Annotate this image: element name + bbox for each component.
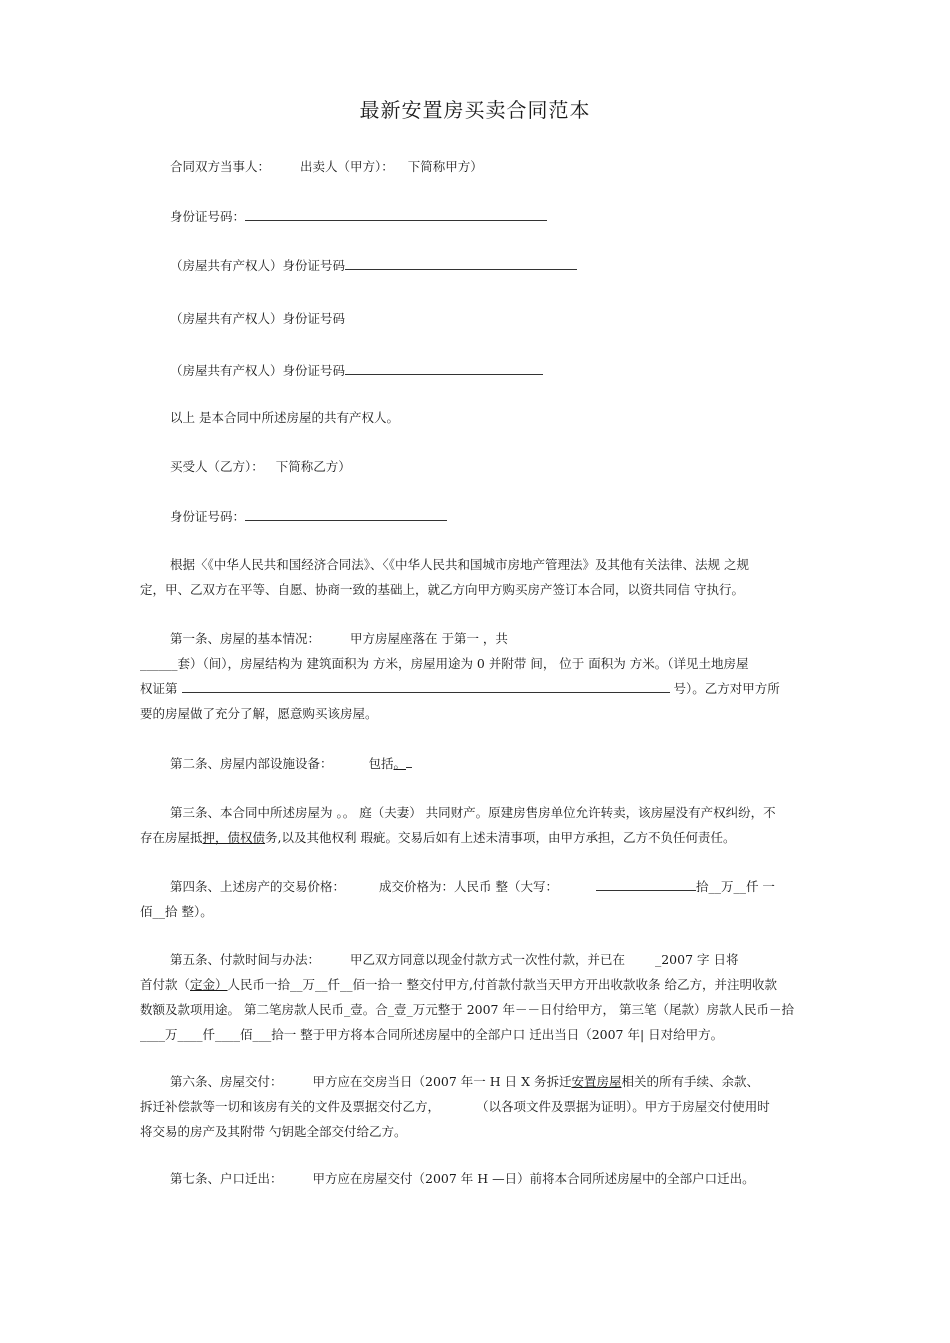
article-4-label: 第四条、上述房产的交易价格： [170,879,346,894]
article-5-line-3: 数额及款项用途。 第二笔房款人民币_壹。合_壹_万元整于 2007 年－－日付给甲方， 第三笔（尾款）房款人民币－拾 [140,1002,794,1017]
article-4-price: 成交价格为：人民币 整（大写： [378,879,558,894]
co-owner-blank-3 [345,360,543,375]
article-2-label: 第二条、房屋内部设施设备： [170,756,333,771]
buyer-id-blank [245,506,447,521]
article-1-count-blank: ______ [140,656,178,671]
article-1-cert-tail: 号）。乙方对甲方所 [673,681,780,696]
article-1-label: 第一条、房屋的基本情况： [170,631,321,646]
article-2-tail: 。 [393,756,407,771]
article-1-line-4: 要的房屋做了充分了解，愿意购买该房屋。 [140,706,378,721]
buyer-label: 买受人（乙方）： [170,459,264,474]
article-1-location: 甲方房屋座落在 于第一 ，共 [349,631,508,646]
seller-id-line [170,206,547,227]
co-owner-line-1 [170,255,577,276]
article-5-line-4: ____万____仟____佰___拾一 整于甲方将本合同所述房屋中的全部户口 迁出当日（2007 年| 日对给甲方。 [140,1027,724,1042]
seller-label: 出卖人（甲方）： [299,159,394,174]
co-owner-line-2 [170,309,345,329]
co-owner-note: 以上 是本合同中所述房屋的共有产权人。 [170,410,399,425]
article-2-blank [406,753,412,768]
article-5-method: 甲乙双方同意以现金付款方式一次性付款，并已在 [349,952,625,967]
buyer-id-line [170,506,447,527]
article-4 [140,874,812,924]
article-6-line-1 [140,1069,812,1094]
article-5-line-1 [140,947,812,972]
article-6-docs-tail: （以各项文件及票据为证明）。甲方于房屋交付使用时 [475,1099,770,1114]
co-owner-label-3: （房屋共有产权人）身份证号码 [170,363,346,378]
article-6-docs: 拆迁补偿款等一切和该房有关的文件及票据交付乙方， [140,1099,441,1114]
article-6-label: 第六条、房屋交付： [170,1074,283,1089]
article-6-line-2 [140,1094,812,1119]
article-2-text: 包括 [368,756,394,771]
co-owner-line-3 [170,360,543,381]
co-owner-label-1: （房屋共有产权人）身份证号码 [170,258,346,273]
article-3-underlined: 押，债权债 [202,830,266,845]
article-1-line-3 [140,676,812,701]
article-5-line-2 [140,972,812,997]
article-3-line-2 [140,825,812,850]
article-5-deposit-underlined: 定金） [190,977,228,992]
article-6-a-post: 相关的所有手续、余款、 [621,1074,759,1089]
article-4-amount-blank [596,876,696,891]
article-3 [140,800,812,850]
article-1 [140,626,812,726]
article-6-a-pre: 甲方应在交房当日（2007 年一 H 日 X 务拆迁 [312,1074,572,1089]
article-5-deposit-text: 人民币一拾__万__仟__佰一拾一 整交付甲方,付首款付款当天甲方开出收款收条 给乙方，并注明收款 [227,977,777,992]
article-5-deposit-label: 首付款（ [140,977,191,992]
article-6 [140,1069,812,1144]
article-3-line-2-a: 存在房屋抵 [140,830,203,845]
article-1-cert-label: 权证第 [140,681,178,696]
buyer-short: 下简称乙方） [275,459,351,474]
preamble-line-1: 根据〈《中华人民共和国经济合同法》、〈《中华人民共和国城市房地产管理法》及其他有关法律、法规 之规 [170,557,749,572]
article-3-line-2-b: 务,以及其他权利 瑕疵。交易后如有上述未清事项，由甲方承担，乙方不负任何责任。 [265,830,736,845]
article-6-underlined: 安置房屋 [571,1074,622,1089]
article-7-text: 甲方应在房屋交付（2007 年 H —日）前将本合同所述房屋中的全部户口迁出。 [312,1171,755,1186]
article-1-cert-blank [182,678,670,693]
article-3-line-1: 第三条、本合同中所述房屋为 。。 庭（夫妻） 共同财产。原建房售房单位允许转卖，该房屋没有产权纠纷，不 [170,805,776,820]
article-7-label: 第七条、户口迁出： [170,1171,283,1186]
document-title: 最新安置房买卖合同范本 [359,98,591,122]
seller-id-blank [245,206,547,221]
article-4-price-tail: 拾__万__仟 一 [695,879,775,894]
article-1-line-2 [140,651,812,676]
preamble [140,552,812,602]
seller-id-label: 身份证号码： [170,209,246,224]
article-4-line-1 [140,874,812,899]
article-5-date: _2007 字 日将 [654,952,739,967]
article-5-label: 第五条、付款时间与办法： [170,952,321,967]
article-1-line-1 [140,626,812,651]
article-7 [170,1169,755,1189]
article-6-line-3: 将交易的房产及其附带 勺钥匙全部交付给乙方。 [140,1124,407,1139]
parties-intro: 合同双方当事人： [170,159,271,174]
article-5 [140,947,812,1047]
article-2 [170,753,412,774]
buyer-line [170,457,351,477]
co-owner-label-2: （房屋共有产权人）身份证号码 [170,311,346,326]
article-1-structure: 套）（间），房屋结构为 建筑面积为 方米，房屋用途为 0 并附带 间， 位于 面积为 方米。（详见土地房屋 [177,656,749,671]
preamble-line-2: 定，甲、乙双方在平等、自愿、协商一致的基础上，就乙方向甲方购买房产签订本合同，以资共同信 守执行。 [140,582,744,597]
co-owner-blank-1 [345,255,577,270]
article-4-line-2: 佰__拾 整）。 [140,904,213,919]
seller-short: 下简称甲方） [407,159,483,174]
parties-line [170,157,483,177]
buyer-id-label: 身份证号码： [170,509,246,524]
